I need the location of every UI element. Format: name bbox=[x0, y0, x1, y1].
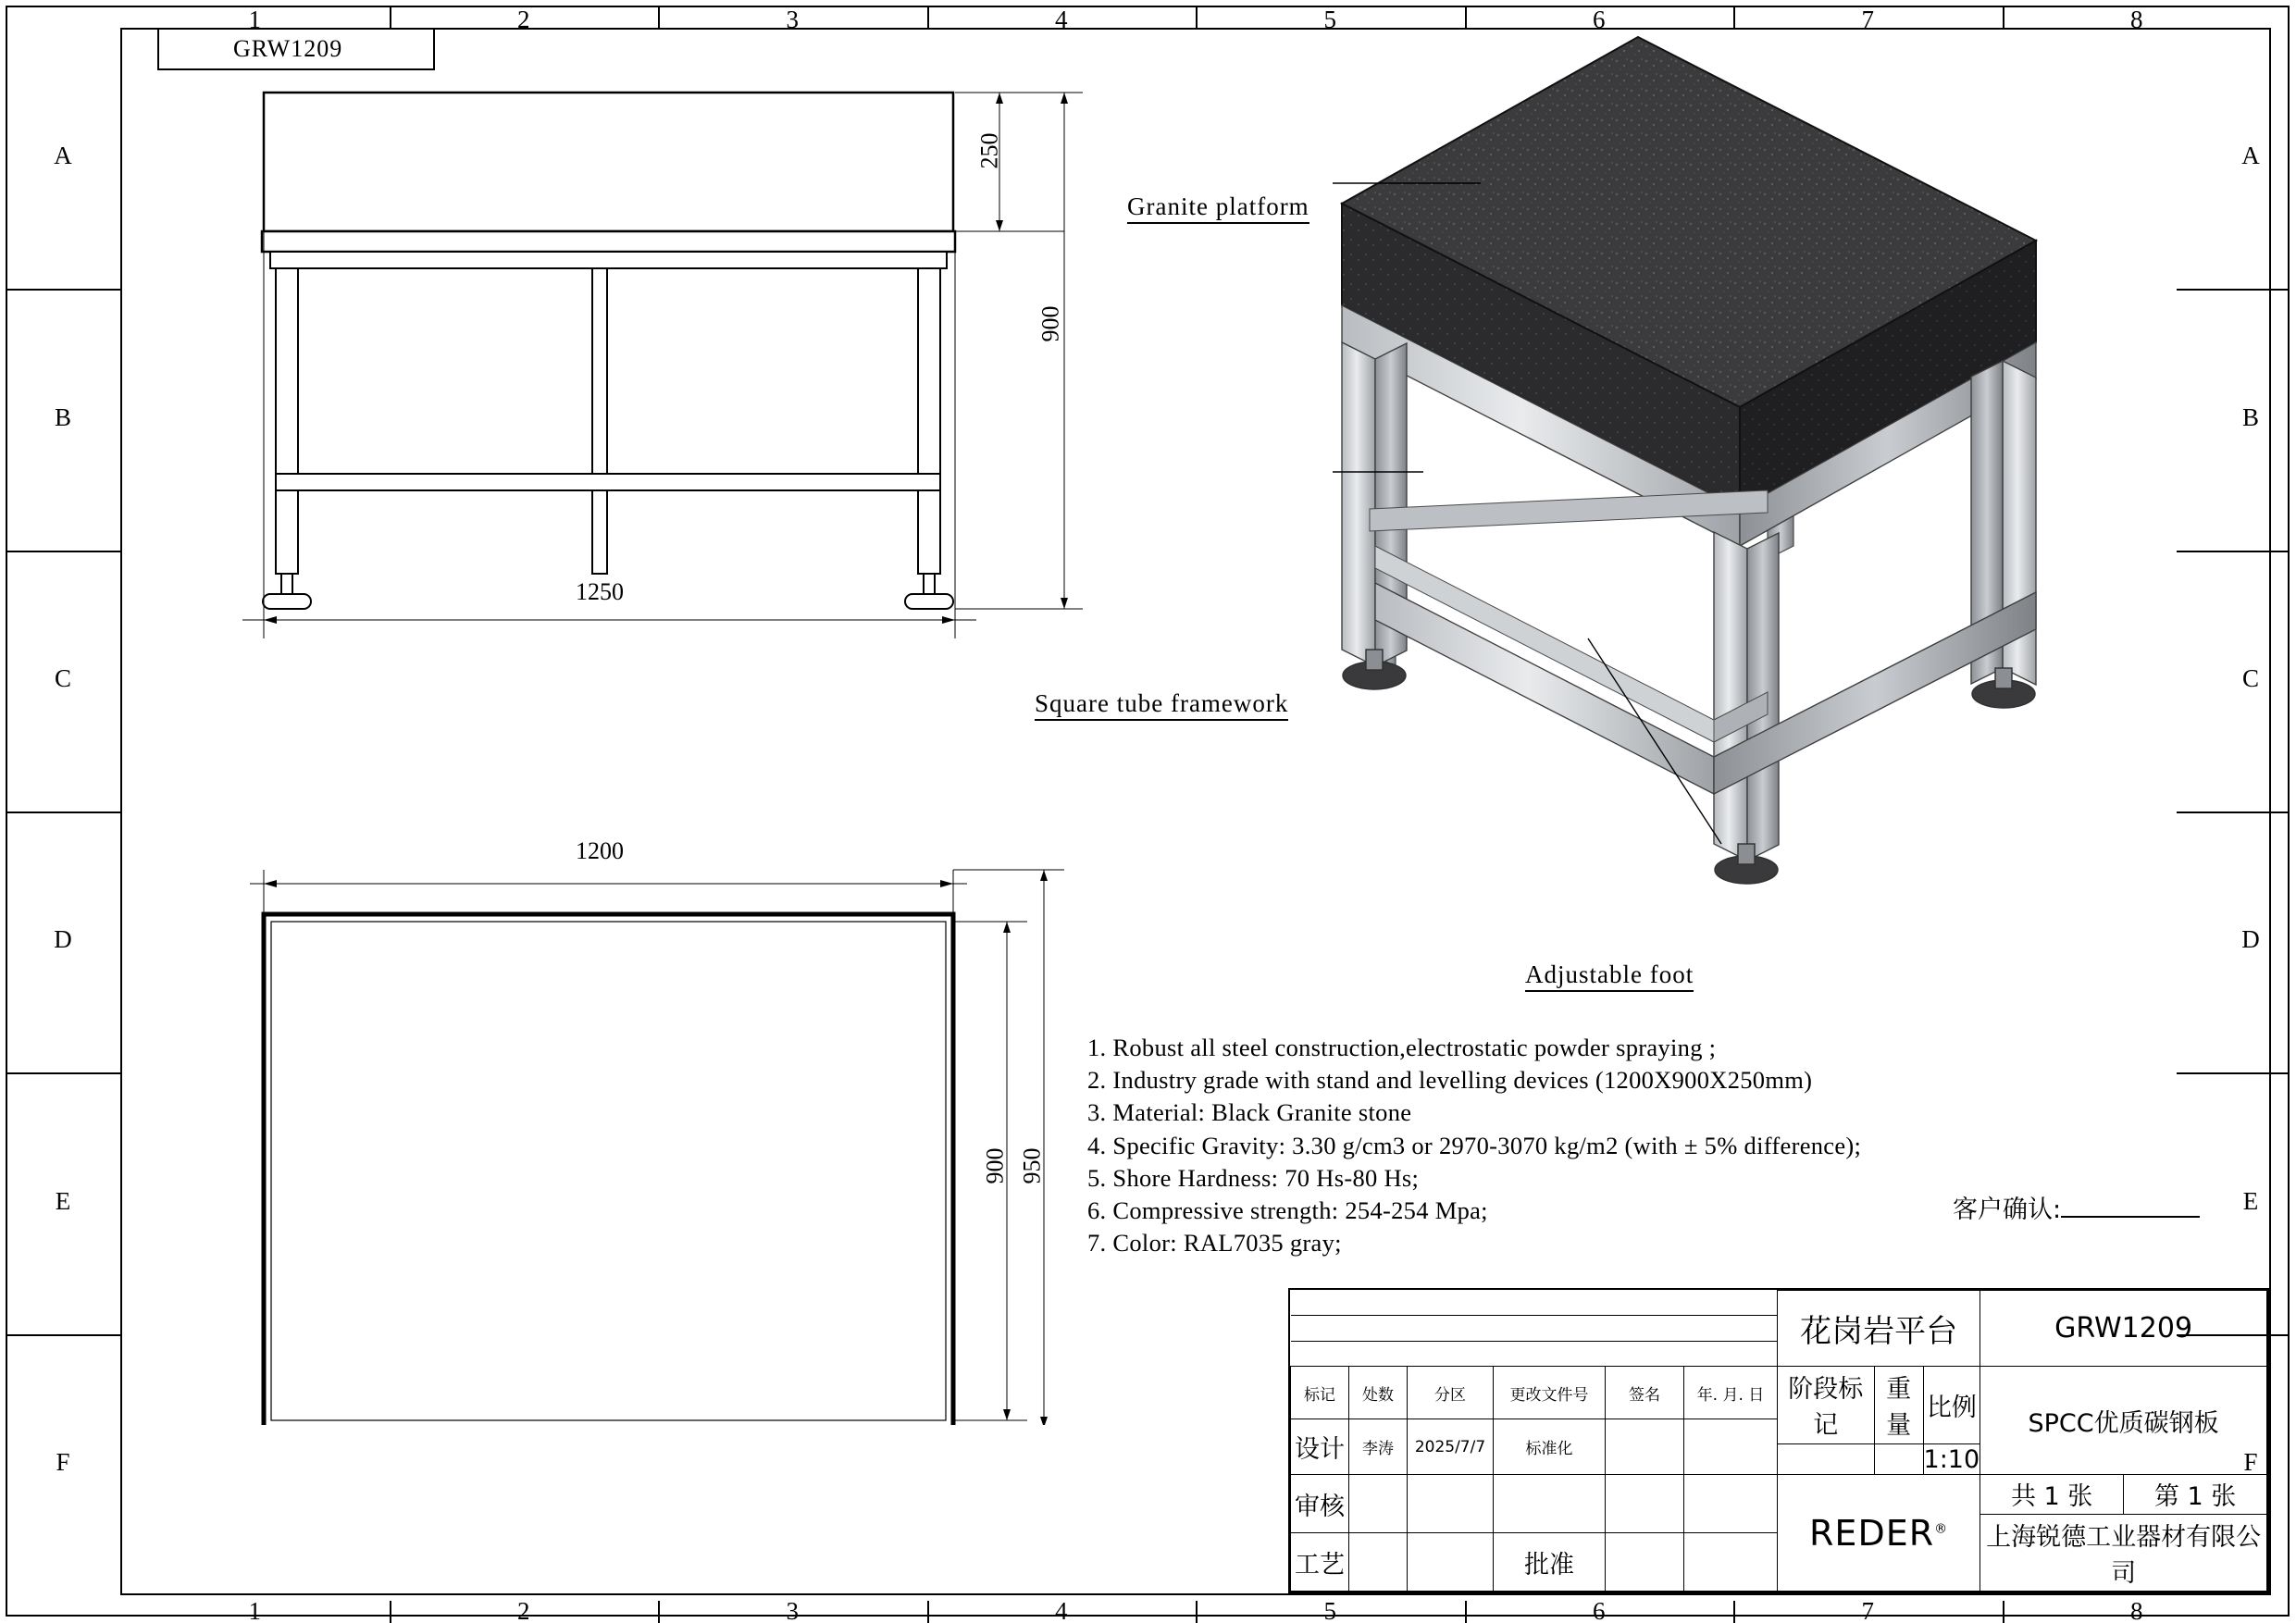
customer-confirmation bbox=[1953, 1189, 2200, 1225]
row-check-label: 审核 bbox=[1291, 1475, 1349, 1533]
zone-tick bbox=[7, 1072, 120, 1074]
sheet-company-group bbox=[1980, 1475, 2267, 1592]
zone-tick bbox=[7, 551, 120, 552]
top-dim-900: 900 bbox=[981, 1147, 1009, 1184]
zone-col-7: 7 bbox=[1861, 6, 1874, 33]
row-check-ymd bbox=[1684, 1475, 1778, 1533]
zone-row-B: B bbox=[2241, 403, 2259, 431]
sheet-index: 第 1 张 bbox=[2124, 1475, 2266, 1514]
specification-notes bbox=[1087, 1032, 2226, 1260]
zone-col-1: 1 bbox=[248, 1597, 261, 1623]
row-process-label: 工艺 bbox=[1291, 1533, 1349, 1592]
zone-row-A: A bbox=[2241, 142, 2260, 170]
zone-tick bbox=[7, 812, 120, 813]
row-design-kind: 标准化 bbox=[1494, 1419, 1606, 1475]
zone-row-F: F bbox=[2243, 1447, 2258, 1476]
zone-row-E: E bbox=[55, 1186, 71, 1215]
front-view bbox=[231, 74, 1101, 666]
sheets-total: 共 1 张 bbox=[1980, 1475, 2123, 1514]
rev-head-3: 更改文件号 bbox=[1494, 1367, 1606, 1419]
rev-head-4: 签名 bbox=[1606, 1367, 1684, 1419]
note-3: 3. Material: Black Granite stone bbox=[1087, 1098, 1412, 1127]
company-name: 上海锐德工业器材有限公司 bbox=[1980, 1514, 2266, 1591]
note-7: 7. Color: RAL7035 gray; bbox=[1087, 1229, 1342, 1258]
title-block bbox=[1288, 1288, 2269, 1593]
scale-value: 1:10 bbox=[1923, 1444, 1980, 1474]
note-4: 4. Specific Gravity: 3.30 g/cm3 or 2970-3070 kg/m2 (with ± 5% difference); bbox=[1087, 1131, 1862, 1159]
zone-row-D: D bbox=[54, 925, 72, 954]
zone-tick bbox=[2003, 6, 2004, 28]
row-process-sign bbox=[1606, 1533, 1684, 1592]
row-design-date: 2025/7/7 bbox=[1408, 1419, 1494, 1475]
rev-head-1: 处数 bbox=[1349, 1367, 1408, 1419]
zone-col-5: 5 bbox=[1323, 1597, 1336, 1623]
zone-row-C: C bbox=[2241, 663, 2259, 692]
scale-label: 比例 bbox=[1923, 1367, 1980, 1443]
zone-tick bbox=[1733, 1601, 1735, 1623]
zone-tick bbox=[390, 6, 391, 28]
note-2: 2. Industry grade with stand and levelling devices (1200X900X250mm) bbox=[1087, 1066, 1813, 1095]
callout-square-tube-framework: Square tube framework bbox=[1035, 689, 1288, 721]
zone-col-8: 8 bbox=[2130, 6, 2143, 33]
zone-row-C: C bbox=[54, 663, 71, 692]
callout-adjustable-foot: Adjustable foot bbox=[1525, 960, 1694, 992]
isometric-view bbox=[1333, 28, 2277, 1009]
zone-row-E: E bbox=[2242, 1186, 2259, 1215]
front-dim-1250: 1250 bbox=[576, 578, 624, 605]
zone-tick bbox=[7, 289, 120, 291]
zone-tick bbox=[927, 1601, 929, 1623]
brand-cell bbox=[1778, 1475, 1980, 1592]
callout-granite-platform: Granite platform bbox=[1127, 192, 1309, 224]
zone-col-3: 3 bbox=[786, 1597, 799, 1623]
zone-col-6: 6 bbox=[1593, 1597, 1606, 1623]
zone-row-D: D bbox=[2241, 925, 2260, 954]
zone-tick bbox=[1465, 6, 1467, 28]
row-design-sign bbox=[1606, 1419, 1684, 1475]
note-1: 1. Robust all steel construction,electrostatic powder spraying ; bbox=[1087, 1034, 1717, 1061]
drawing-code-text: GRW1209 bbox=[233, 35, 343, 62]
row-process-date bbox=[1408, 1533, 1494, 1592]
front-dim-250: 250 bbox=[975, 132, 1003, 169]
row-check-kind bbox=[1494, 1475, 1606, 1533]
note-6: 6. Compressive strength: 254-254 Mpa; bbox=[1087, 1196, 1488, 1225]
zone-col-4: 4 bbox=[1055, 6, 1068, 33]
part-name-cell: 花岗岩平台 bbox=[1778, 1291, 1980, 1367]
zone-tick bbox=[2003, 1601, 2004, 1623]
top-view bbox=[231, 833, 1101, 1425]
stage-label: 阶段标记 bbox=[1778, 1367, 1874, 1443]
zone-tick bbox=[658, 1601, 660, 1623]
zone-col-7: 7 bbox=[1861, 1597, 1874, 1623]
row-check-name bbox=[1349, 1475, 1408, 1533]
zone-tick bbox=[1733, 6, 1735, 28]
customer-confirm-label: 客户确认: bbox=[1953, 1196, 2062, 1224]
zone-row-F: F bbox=[56, 1447, 70, 1476]
customer-confirm-line bbox=[2061, 1216, 2200, 1218]
row-check-date bbox=[1408, 1475, 1494, 1533]
zone-col-3: 3 bbox=[786, 6, 799, 33]
stage-mark-group bbox=[1778, 1367, 1980, 1475]
zone-tick bbox=[7, 1334, 120, 1336]
row-design-ymd bbox=[1684, 1419, 1778, 1475]
top-dim-1200: 1200 bbox=[576, 837, 624, 864]
zone-tick bbox=[658, 6, 660, 28]
weight-label: 重量 bbox=[1874, 1367, 1923, 1443]
row-design-label: 设计 bbox=[1291, 1419, 1349, 1475]
zone-row-A: A bbox=[54, 142, 72, 170]
brand-text: REDER bbox=[1809, 1512, 1935, 1554]
zone-col-4: 4 bbox=[1055, 1597, 1068, 1623]
zone-col-1: 1 bbox=[248, 6, 261, 33]
front-dim-900: 900 bbox=[1036, 305, 1064, 342]
rev-head-5: 年. 月. 日 bbox=[1684, 1367, 1778, 1419]
zone-col-8: 8 bbox=[2130, 1597, 2143, 1623]
drawing-code-tag bbox=[157, 30, 435, 70]
row-check-sign bbox=[1606, 1475, 1684, 1533]
material-cell: SPCC优质碳钢板 bbox=[1980, 1367, 2267, 1475]
row-design-name: 李涛 bbox=[1349, 1419, 1408, 1475]
zone-col-6: 6 bbox=[1593, 6, 1606, 33]
drawing-no-cell: GRW1209 bbox=[1980, 1291, 2267, 1367]
zone-tick bbox=[1465, 1601, 1467, 1623]
zone-col-2: 2 bbox=[517, 6, 530, 33]
zone-row-B: B bbox=[54, 403, 71, 431]
row-process-name bbox=[1349, 1533, 1408, 1592]
zone-col-5: 5 bbox=[1323, 6, 1336, 33]
rev-head-2: 分区 bbox=[1408, 1367, 1494, 1419]
zone-tick bbox=[927, 6, 929, 28]
zone-tick bbox=[1196, 1601, 1198, 1623]
zone-col-2: 2 bbox=[517, 1597, 530, 1623]
zone-tick bbox=[1196, 6, 1198, 28]
top-dim-950: 950 bbox=[1018, 1147, 1046, 1184]
zone-tick bbox=[390, 1601, 391, 1623]
row-process-kind: 批准 bbox=[1494, 1533, 1606, 1592]
brand-mark: ® bbox=[1934, 1521, 1949, 1537]
note-5: 5. Shore Hardness: 70 Hs-80 Hs; bbox=[1087, 1163, 1420, 1192]
row-process-ymd bbox=[1684, 1533, 1778, 1592]
rev-head-0: 标记 bbox=[1291, 1367, 1349, 1419]
